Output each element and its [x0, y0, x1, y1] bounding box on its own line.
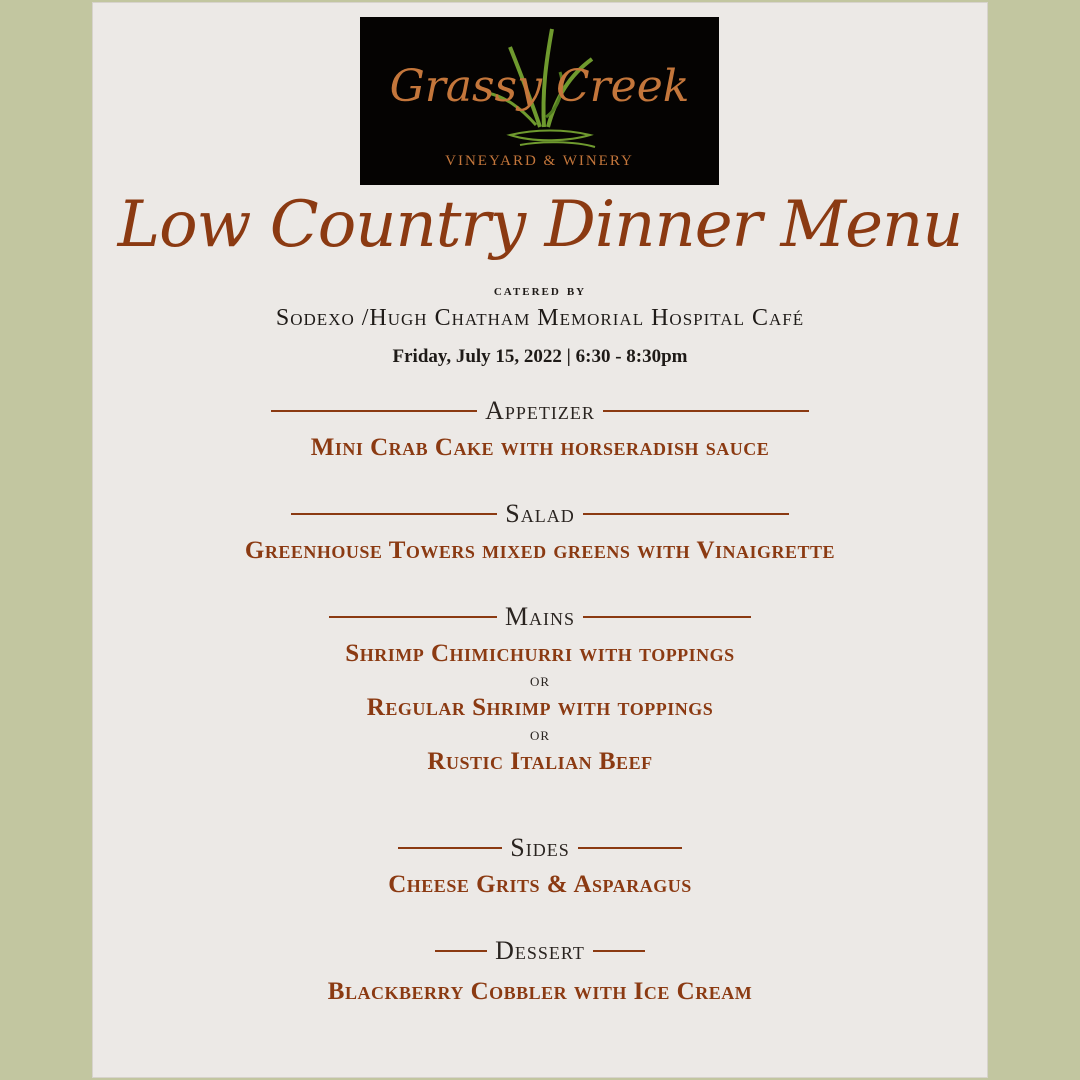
caterer-name: Sodexo /Hugh Chatham Memorial Hospital Café — [275, 305, 805, 331]
appetizer-section — [92, 394, 988, 462]
divider-rule — [398, 847, 502, 849]
sides-item: Cheese Grits & Asparagus — [388, 871, 692, 898]
event-datetime: Friday, July 15, 2022 | 6:30 - 8:30pm — [392, 346, 688, 367]
menu-title: Low Country Dinner Menu — [117, 188, 963, 262]
section-title-mains: Mains — [504, 602, 576, 631]
dessert-section — [92, 934, 988, 1006]
logo-subtitle: VINEYARD & WINERY — [445, 153, 634, 169]
section-title-sides: Sides — [510, 833, 570, 862]
divider-rule — [271, 410, 477, 412]
dessert-item: Blackberry Cobbler with Ice Cream — [327, 978, 753, 1005]
logo-name: Grassy Creek — [389, 61, 690, 112]
divider-rule — [583, 616, 751, 618]
section-title-salad: Salad — [505, 499, 575, 528]
mains-section — [92, 600, 988, 776]
section-header — [92, 831, 988, 865]
section-header — [92, 394, 988, 428]
mains-item-3: Rustic Italian Beef — [427, 748, 653, 775]
sides-section — [92, 831, 988, 899]
section-header — [92, 497, 988, 531]
appetizer-item: Mini Crab Cake with horseradish sauce — [310, 434, 770, 461]
grassy-creek-logo — [360, 17, 719, 185]
salad-section — [92, 497, 988, 565]
mains-item-1: Shrimp Chimichurri with toppings — [345, 640, 735, 667]
section-header — [92, 934, 988, 968]
or-separator: or — [529, 724, 551, 744]
divider-rule — [291, 513, 497, 515]
section-header — [92, 600, 988, 634]
divider-rule — [578, 847, 682, 849]
divider-rule — [603, 410, 809, 412]
menu-card — [92, 2, 988, 1078]
catered-by-label: catered by — [493, 282, 587, 299]
divider-rule — [593, 950, 645, 952]
divider-rule — [583, 513, 789, 515]
section-title-dessert: Dessert — [495, 936, 585, 965]
or-separator: or — [529, 670, 551, 690]
salad-item: Greenhouse Towers mixed greens with Vinaigrette — [244, 537, 836, 564]
divider-rule — [329, 616, 497, 618]
divider-rule — [435, 950, 487, 952]
mains-item-2: Regular Shrimp with toppings — [366, 694, 714, 721]
section-title-appetizer: Appetizer — [485, 396, 595, 425]
